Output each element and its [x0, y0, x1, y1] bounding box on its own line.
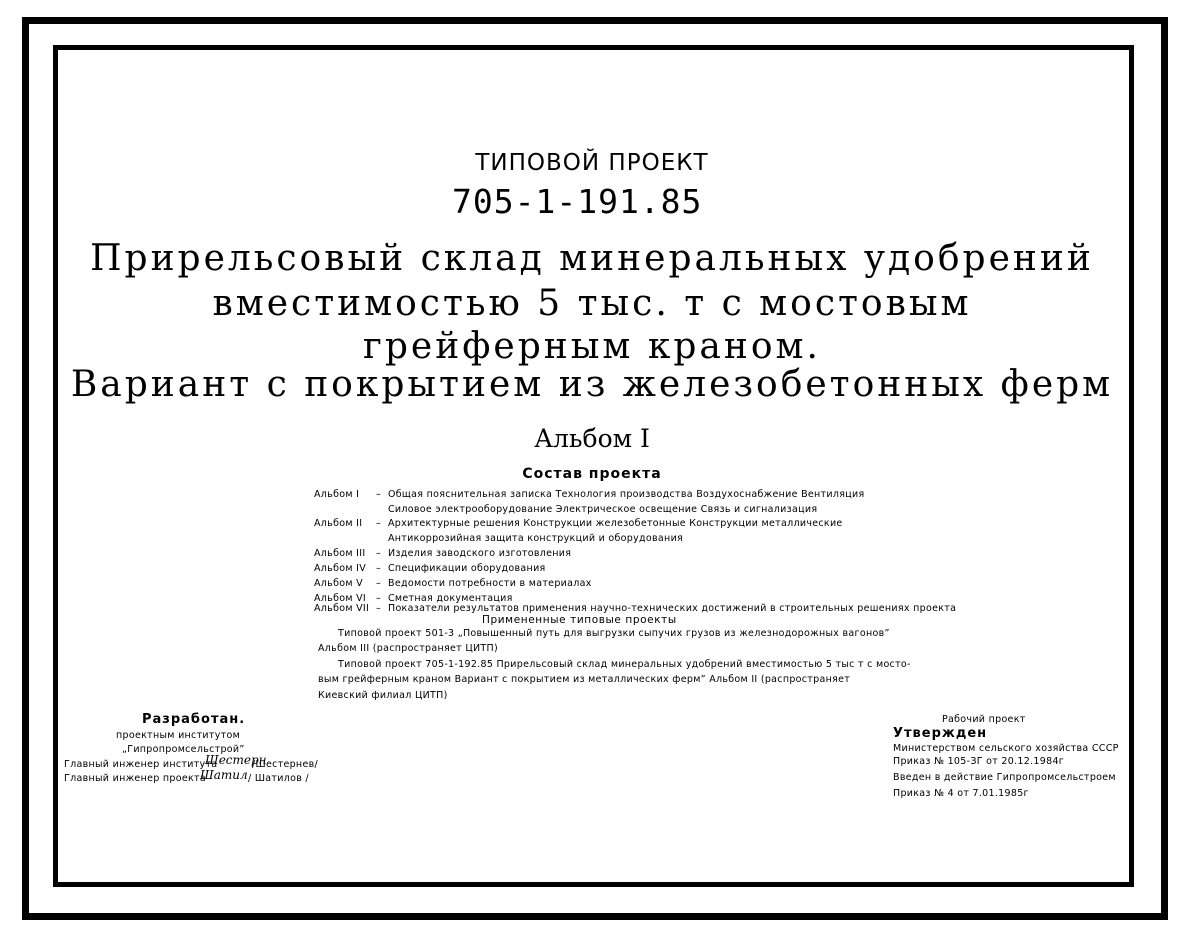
project-code: 705-1-191.85 [452, 182, 703, 221]
contents-album-label: Альбом IV [314, 563, 367, 574]
approval-line-4: Приказ № 4 от 7.01.1985г [893, 788, 1029, 799]
contents-item-text: Сметная документация [388, 593, 513, 604]
contents-album-label: Альбом VII [314, 603, 370, 614]
applied-p2-line3: Киевский филиал ЦИТП) [318, 690, 448, 701]
contents-album-label: Альбом VI [314, 593, 367, 604]
contents-item-text: Архитектурные решения Конструкции железобетонные Конструкции металлические [388, 518, 843, 529]
contents-dash: – [376, 563, 382, 574]
chief-project-label: Главный инженер проекта [64, 773, 206, 784]
applied-p2-line2: вым грейферным краном Вариант с покрытием из металлических ферм” Альбом II (распространяет [318, 674, 851, 685]
contents-dash: – [376, 578, 382, 589]
contents-dash: – [376, 548, 382, 559]
approval-line-1: Министерством сельского хозяйства СССР [893, 743, 1119, 754]
applied-p2-line1: Типовой проект 705-1-192.85 Прирельсовый склад минеральных удобрений вместимостью 5 тыс т с мосто- [338, 659, 911, 670]
contents-item-text: Спецификации оборудования [388, 563, 546, 574]
contents-item-text: Изделия заводского изготовления [388, 548, 572, 559]
chief-project-name: / Шатилов / [248, 773, 309, 784]
album-heading: Альбом I [534, 424, 650, 453]
contents-item-text: Ведомости потребности в материалах [388, 578, 592, 589]
contents-album-label: Альбом III [314, 548, 366, 559]
contents-item-text: Общая пояснительная записка Технология производства Воздухоснабжение Вентиляция [388, 489, 865, 500]
title-line-3: грейферным краном. [363, 326, 821, 367]
contents-item-text: Силовое электрооборудование Электрическое освещение Связь и сигнализация [388, 504, 818, 515]
title-line-4: Вариант с покрытием из железобетонных ферм [70, 364, 1114, 405]
contents-album-label: Альбом II [314, 518, 363, 529]
approval-heading: Утвержден [893, 726, 988, 741]
developer-heading: Разработан. [142, 712, 246, 727]
title-line-1: Прирельсовый склад минеральных удобрений [90, 238, 1094, 279]
contents-album-label: Альбом I [314, 489, 360, 500]
chief-institute-signature: Шестерн [205, 753, 267, 767]
contents-heading: Состав проекта [522, 466, 662, 482]
approval-line-2: Приказ № 105-ЗГ от 20.12.1984г [893, 756, 1065, 767]
applied-heading: Примененные типовые проекты [482, 614, 677, 626]
contents-item-text: Антикоррозийная защита конструкций и оборудования [388, 533, 684, 544]
contents-dash: – [376, 603, 382, 614]
approval-line-3: Введен в действие Гипропромсельстроем [893, 772, 1116, 783]
developer-line-2: „Гипропромсельстрой” [122, 744, 245, 755]
chief-institute-label: Главный инженер института [64, 759, 218, 770]
contents-dash: – [376, 489, 382, 500]
contents-dash: – [376, 593, 382, 604]
applied-p1-line1: Типовой проект 501-3 „Повышенный путь для выгрузки сыпучих грузов из железнодорожных вагонов” [338, 628, 890, 639]
contents-item-text: Показатели результатов применения научно-технических достижений в строительных решениях проекта [388, 603, 957, 614]
contents-album-label: Альбом V [314, 578, 363, 589]
title-line-2: вместимостью 5 тыс. т с мостовым [212, 283, 972, 324]
chief-project-signature: Шатил [200, 768, 248, 782]
contents-dash: – [376, 518, 382, 529]
approval-label: Рабочий проект [942, 714, 1026, 725]
type-project-label: ТИПОВОЙ ПРОЕКТ [475, 150, 709, 176]
applied-p1-line2: Альбом III (распространяет ЦИТП) [318, 643, 498, 654]
developer-line-1: проектным институтом [116, 730, 241, 741]
chief-institute-name: /Шестернев/ [252, 759, 318, 770]
